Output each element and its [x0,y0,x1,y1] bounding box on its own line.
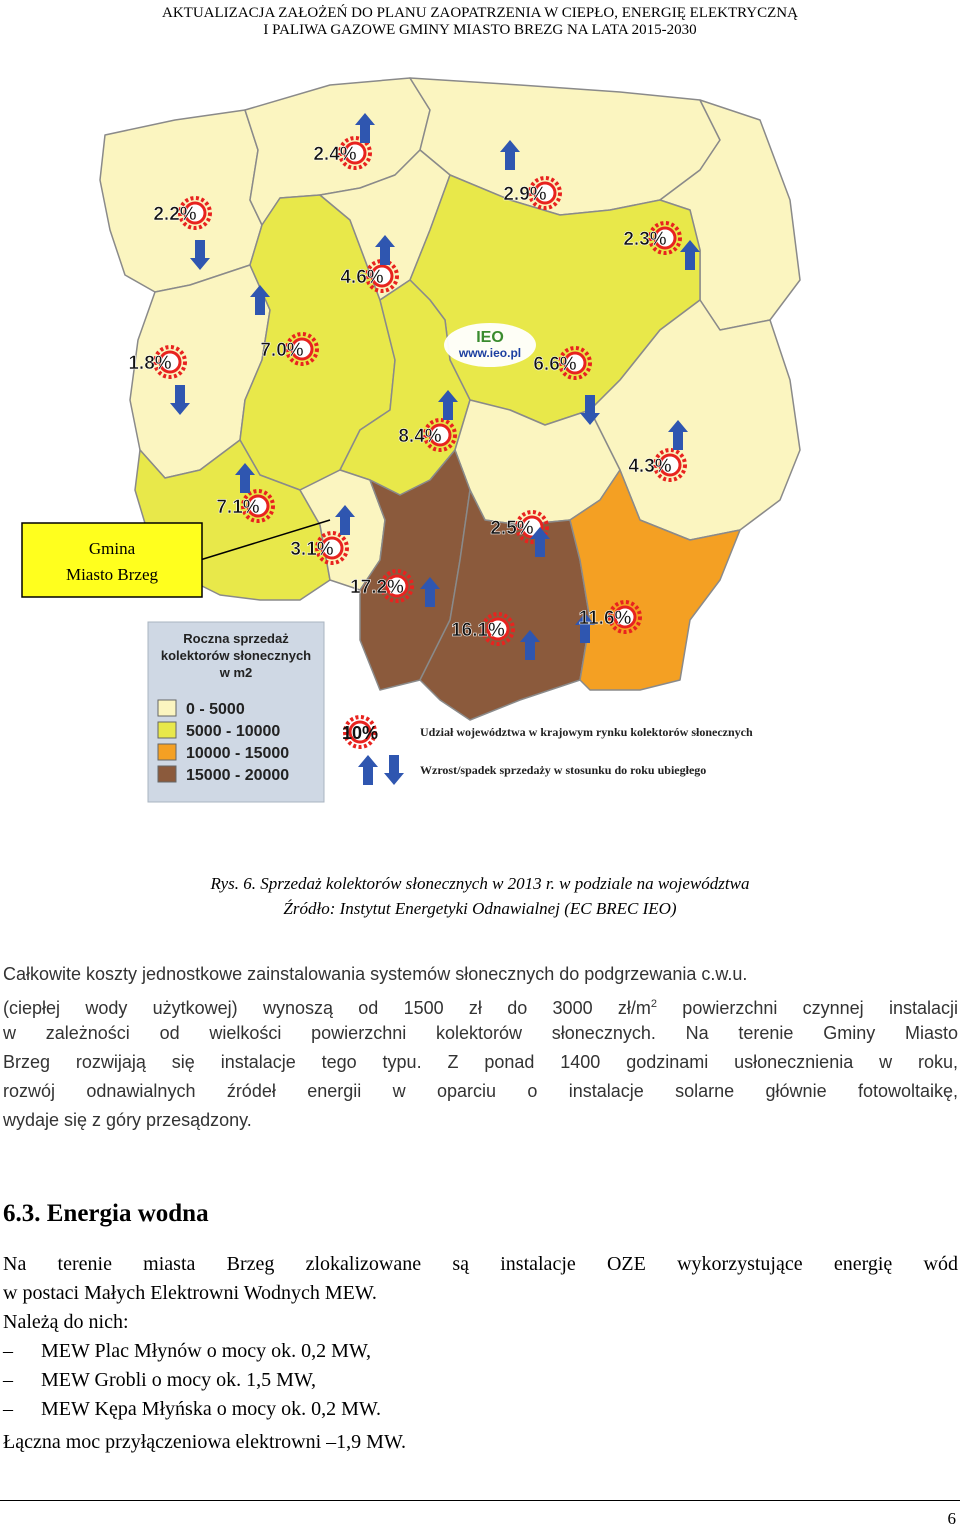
page-number: 6 [947,1509,956,1528]
paragraph-line: rozwój odnawialnych źródeł energii w oparciu o instalacje solarne głównie fotowoltaikę, [3,1081,958,1101]
figure-source: Źródło: Instytut Energetyki Odnawialnej (EC BREC IEO) [283,899,677,918]
figure-caption: Rys. 6. Sprzedaż kolektorów słonecznych w 2013 r. w podziale na województwa [210,874,750,893]
legend-swatch [158,700,176,716]
legend-sample-percent: 10% [341,723,379,743]
legend-swatch [158,722,176,738]
legend-arrow-down-icon [384,755,404,785]
header-line-1: AKTUALIZACJA ZAŁOŻEŃ DO PLANU ZAOPATRZENIA W CIEPŁO, ENERGIĘ ELEKTRYCZNĄ [162,5,798,21]
list-intro: Należą do nich: [3,1311,129,1333]
callout-line-2: Miasto Brzeg [65,565,159,584]
region-share-label: 7.1% [216,497,260,518]
legend-title-2: kolektorów słonecznych [160,648,312,663]
poland-solar-map [0,48,960,838]
legend-title-1: Roczna sprzedaż [183,631,289,646]
section-paragraph-line: w postaci Małych Elektrowni Wodnych MEW. [3,1282,377,1304]
logo-brand: IEO [476,329,504,346]
region-share-label: 2.4% [313,144,357,165]
region-share-label: 16.1% [451,620,505,641]
region-share-label: 4.6% [340,267,384,288]
region-share-label: 11.6% [578,608,632,629]
section-paragraph-line: Na terenie miasta Brzeg zlokalizowane są instalacje OZE wykorzystujące energię wód [3,1253,958,1275]
paragraph-line: Całkowite koszty jednostkowe zainstalowania systemów słonecznych do podgrzewania c.w.u. [3,964,748,984]
legend-trend-text: Wzrost/spadek sprzedaży w stosunku do roku ubiegłego [420,763,707,777]
legend-swatch [158,744,176,760]
list-item: – MEW Kępa Młyńska o mocy ok. 0,2 MW. [3,1398,381,1420]
region-share-label: 2.2% [153,204,197,225]
region-share-label: 7.0% [260,340,304,361]
legend-item-label: 5000 - 10000 [186,723,281,740]
region-share-label: 3.1% [290,539,334,560]
paragraph-line: Brzeg rozwijają się instalacje tego typu. Z ponad 1400 godzinami usłonecznienia w roku, [3,1052,958,1072]
paragraph-line: (ciepłej wody użytkowej) wynoszą od 1500 zł do 3000 $zł/m^2$ powierzchni czynnej instalacji [3,998,959,1018]
ieo-logo [444,323,536,367]
list-item: – MEW Grobli o mocy ok. 1,5 MW, [3,1369,316,1391]
legend-item-label: 0 - 5000 [186,701,245,718]
paragraph-line: wydaje się z góry przesądzony. [3,1110,252,1130]
paragraph-line: w zależności od wielkości powierzchni kolektorów słonecznych. Na terenie Gminy Miasto [3,1023,958,1043]
region-share-label: 1.8% [128,353,172,374]
region-zachodniopomorskie [100,110,262,292]
total-power: Łączna moc przyłączeniowa elektrowni –1,9 MW. [3,1431,406,1453]
region-share-label: 17.2% [350,577,404,598]
region-share-label: 2.9% [503,184,547,205]
callout-line-1: Gmina [88,539,136,558]
section-heading: 6.3. Energia wodna [3,1200,209,1227]
footer-rule [0,1500,960,1501]
region-share-label: 6.6% [533,354,577,375]
legend-swatch [158,766,176,782]
logo-url: www.ieo.pl [458,346,522,360]
region-share-label: 2.5% [490,518,534,539]
legend-item-label: 10000 - 15000 [186,745,290,762]
region-share-label: 2.3% [623,229,667,250]
legend-share-text: Udział województwa w krajowym rynku kolektorów słonecznych [420,725,753,739]
list-item: – MEW Plac Młynów o mocy ok. 0,2 MW, [3,1340,371,1362]
region-share-label: 8.4% [398,426,442,447]
legend-item-label: 15000 - 20000 [186,767,290,784]
legend-title-3: w m2 [219,665,253,680]
region-share-label: 4.3% [628,456,672,477]
header-line-2: I PALIWA GAZOWE GMINY MIASTO BREZG NA LATA 2015-2030 [263,22,697,38]
legend-arrow-up-icon [358,755,378,785]
